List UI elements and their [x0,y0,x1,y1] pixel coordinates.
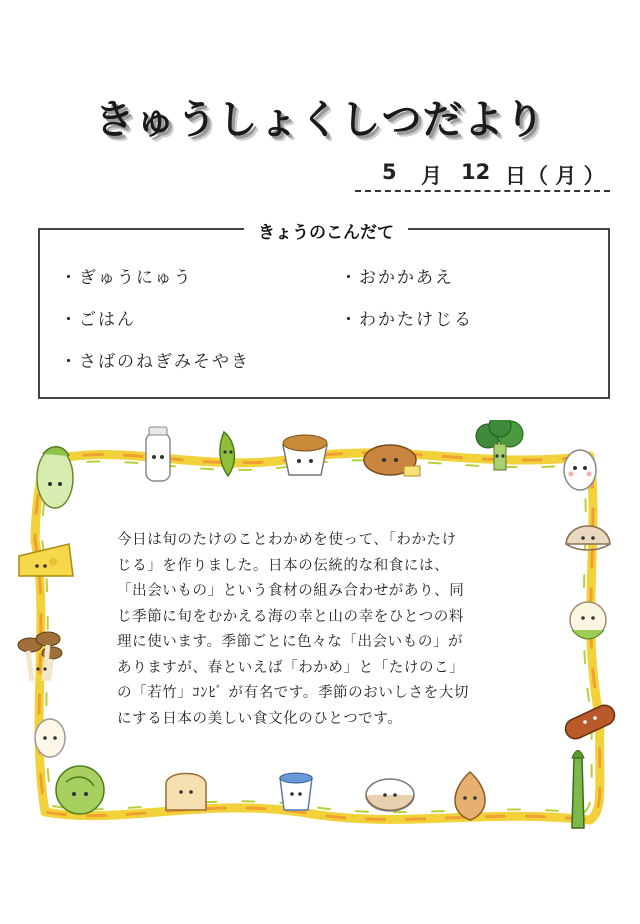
article-line: じ季節に旬をむかえる海の幸と山の幸をひとつの料 [117,608,465,625]
rice-bowl-icon [366,779,414,811]
yogurt-cup-icon [280,773,312,810]
date-month: 5 [382,160,397,184]
menu-item-okaka: ・おかかあえ [340,268,454,288]
natto-icon [283,435,327,475]
article-line: の「若竹」ｺﾝﾋﾞ が有名です。季節のおいしさを大切 [117,685,469,701]
napa-cabbage-icon [37,447,73,508]
menu-item-rice: ・ごはん [60,310,136,330]
article-line: 今日は旬のたけのことわかめを使って、「わかたけ [117,532,457,548]
egg-icon [35,719,65,757]
date-month-unit: 月 [421,164,442,188]
cabbage-icon [56,766,104,814]
date-day-unit: 日 [505,164,526,188]
article-line: ありますが、春といえば「わかめ」と「たけのこ」 [117,659,465,676]
menu-item-soup: ・わかたけじる [340,310,473,330]
menu-item-saba: ・さばのねぎみそやき [60,352,250,372]
article-line: 理に使います。季節ごとに色々な「出会いもの」が [117,634,464,650]
date-day: 12 [461,160,491,184]
egg-icon [564,450,596,490]
date-line [355,158,610,192]
milk-bottle-icon [146,427,170,481]
article-body [117,528,529,732]
article-line: にする日本の美しい食文化のひとつです。 [117,710,403,727]
cauliflower-icon [570,602,606,639]
article-line: 「出会いもの」という食材の組み合わせがあり、同 [117,583,465,599]
date-weekday: （ 月 ） [527,164,605,188]
page-title: きゅうしょくしつだより [94,97,546,143]
cheese-icon [19,544,73,576]
toast-icon [166,774,206,811]
onion-icon [455,772,485,820]
menu-item-milk: ・ぎゅうにゅう [60,268,193,288]
article-line: じる」を作りました。日本の伝統的な和食には、 [117,557,450,574]
asparagus-icon [572,751,584,829]
bread-butter-icon [364,445,420,476]
menu-heading: きょうのこんだて [40,218,612,243]
sausage-icon [562,702,618,742]
okra-icon [220,432,234,476]
